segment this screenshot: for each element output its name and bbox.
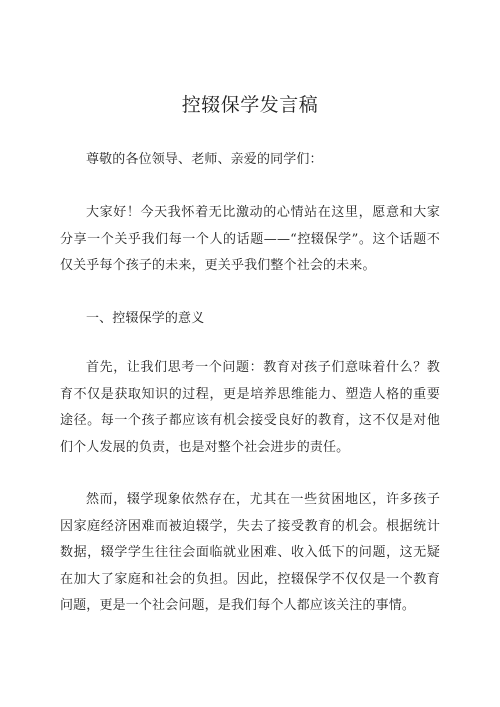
document-title: 控辍保学发言稿 — [181, 94, 319, 116]
body-paragraph: 然而，辍学现象依然存在，尤其在一些贫困地区，许多孩子因家庭经济困难而被迫辍学，失去了接受教育的机会。根据统计数据，辍学学生往往会面临就业困难、收入低下的问题，这无疑在加大了家庭和社会的负担。因此，控辍保学不仅仅是一个教育问题，更是一个社会问题，是我们每个人都应该关注的事情。 — [60, 492, 440, 613]
section-heading: 一、控辍保学的意义 — [86, 311, 205, 326]
body-paragraph: 首先，让我们思考一个问题：教育对孩子们意味着什么？教育不仅是获取知识的过程，更是培养思维能力、塑造人格的重要途径。每一个孩子都应该有机会接受良好的教育，这不仅是对他们个人发展的负责，也是对整个社会进步的责任。 — [60, 360, 440, 455]
greeting-paragraph: 尊敬的各位领导、老师、亲爱的同学们： — [86, 152, 323, 167]
intro-paragraph: 大家好！今天我怀着无比激动的心情站在这里，愿意和大家分享一个关乎我们每一个人的话题——“控辍保学”。这个话题不仅关乎每个孩子的未来，更关乎我们整个社会的未来。 — [60, 205, 440, 273]
